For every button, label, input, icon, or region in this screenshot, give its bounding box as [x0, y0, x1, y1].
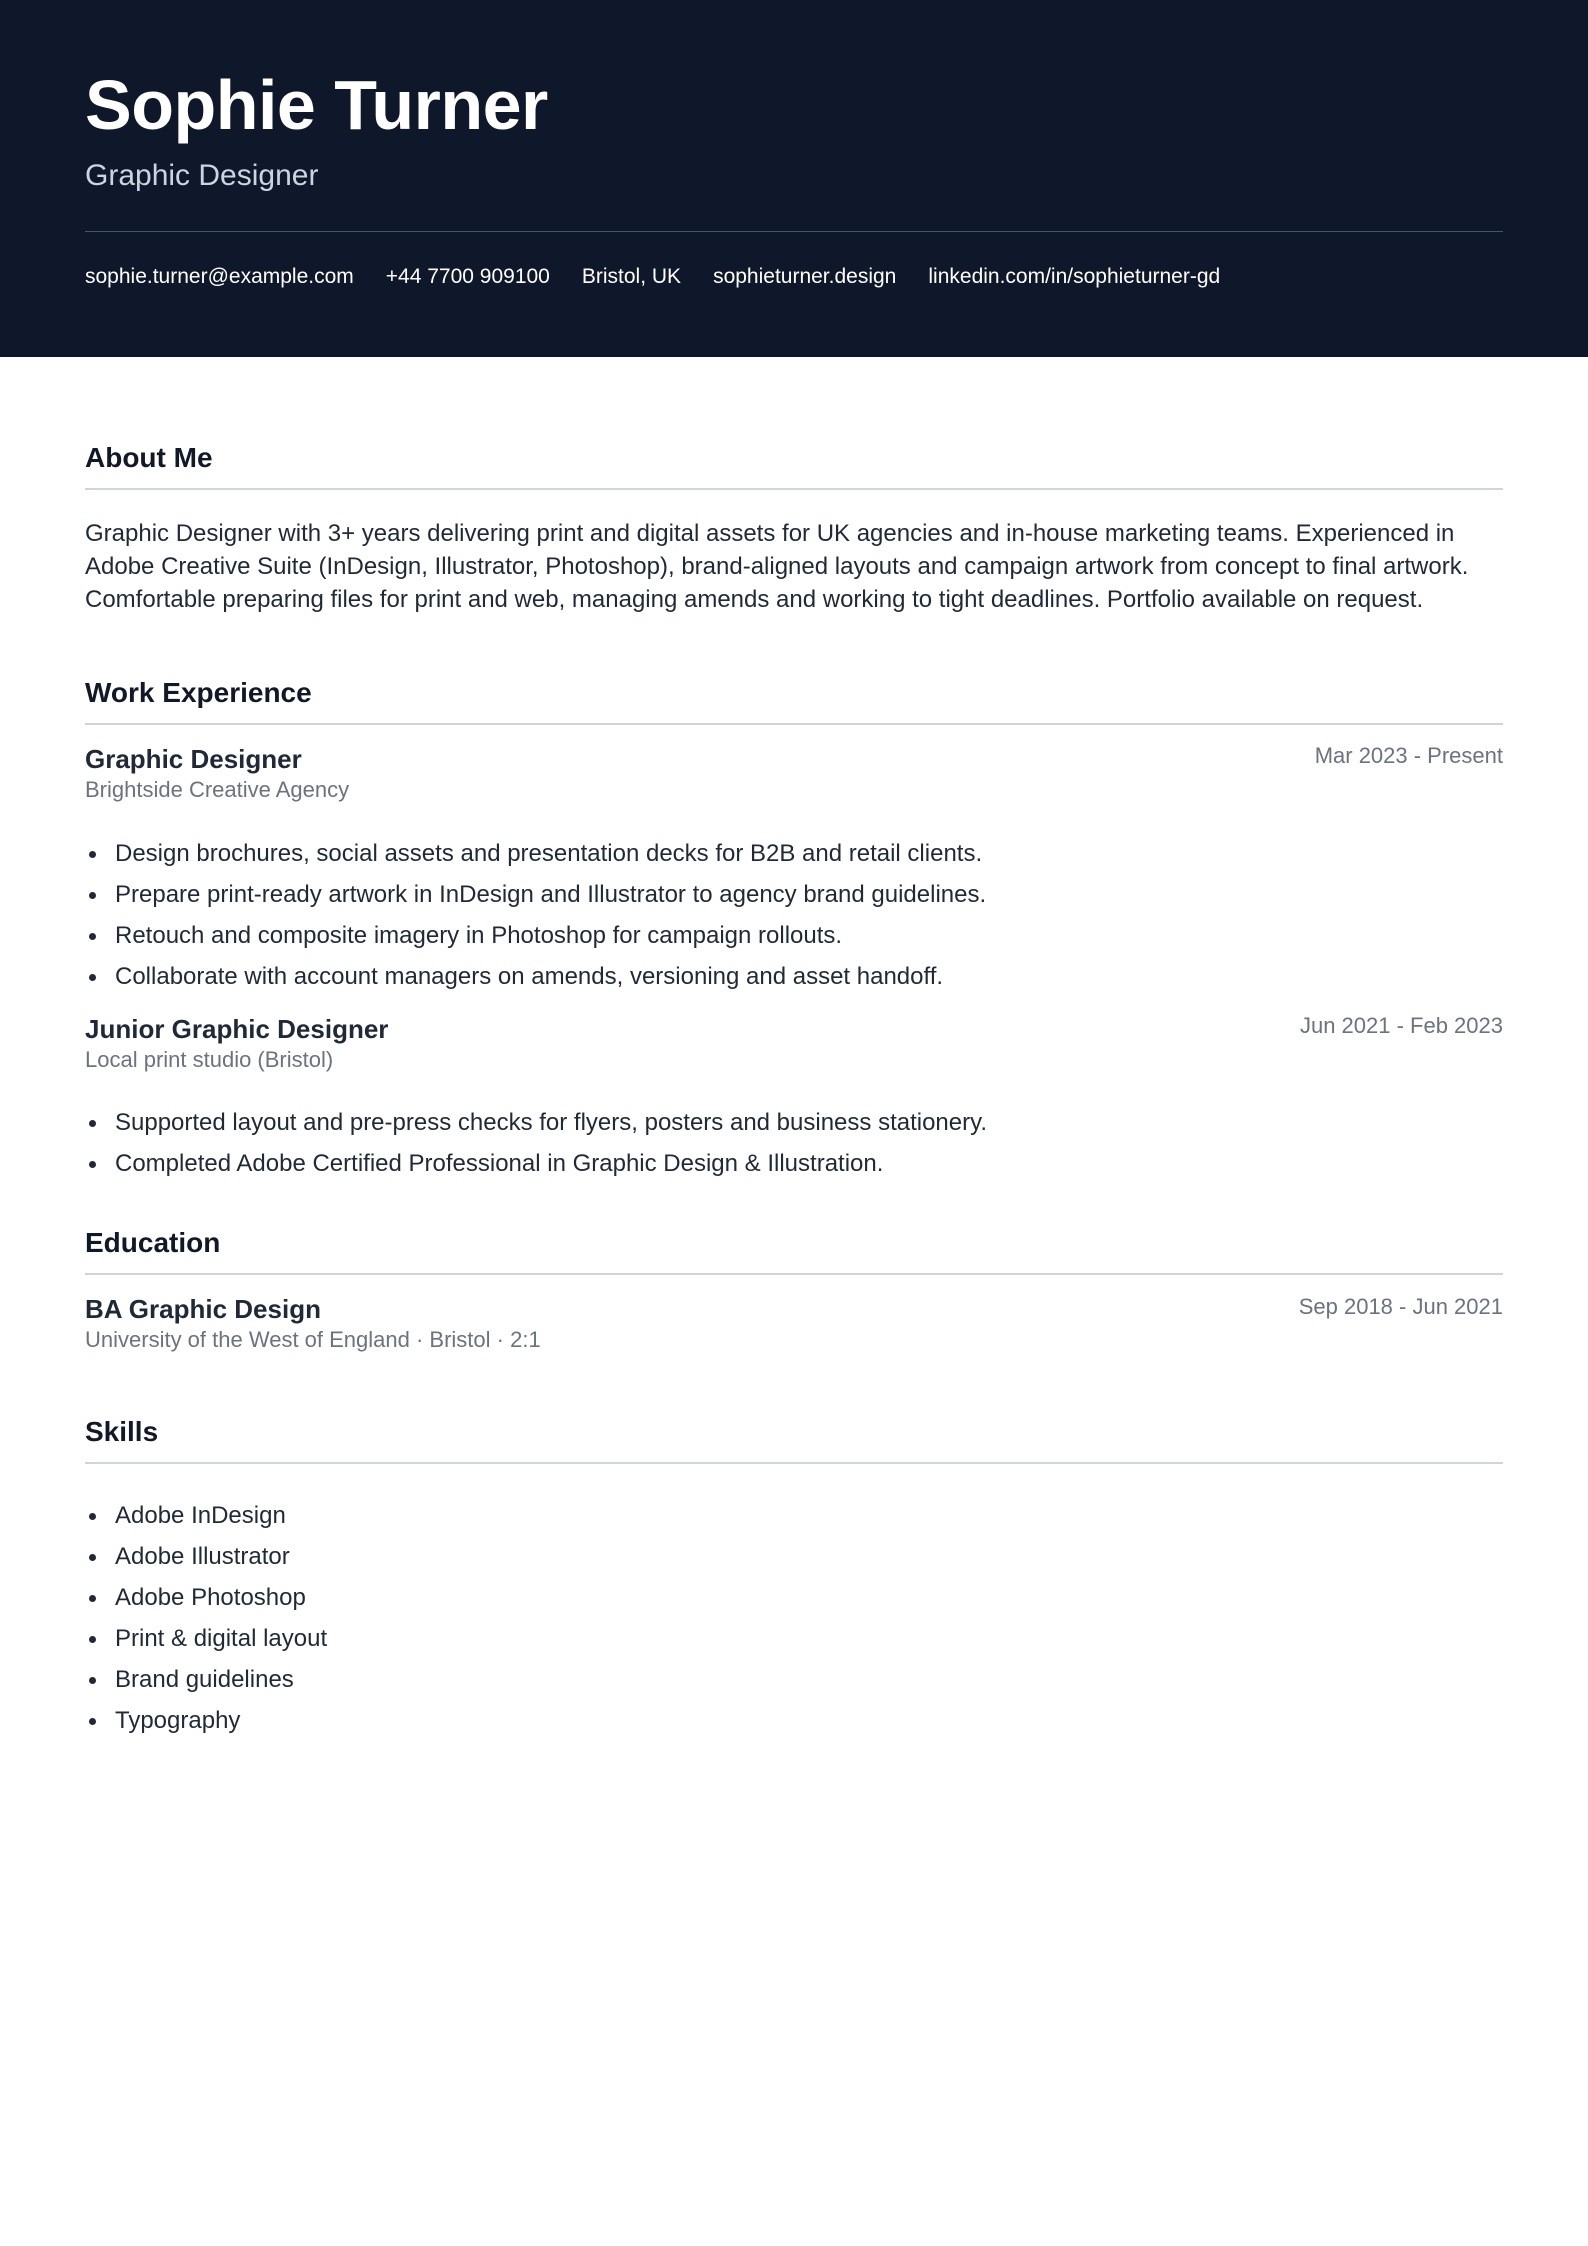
resume-header — [0, 0, 1588, 357]
list-item: Collaborate with account managers on amends, versioning and asset handoff. — [85, 956, 986, 997]
job-title: Graphic Designer — [85, 744, 302, 774]
list-item: Retouch and composite imagery in Photoshop for campaign rollouts. — [85, 915, 986, 956]
contact-linkedin[interactable]: linkedin.com/in/sophieturner-gd — [928, 265, 1221, 288]
section-title-experience: Work Experience — [85, 677, 312, 708]
list-item: Prepare print-ready artwork in InDesign and Illustrator to agency brand guidelines. — [85, 874, 986, 915]
contact-phone[interactable]: +44 7700 909100 — [385, 265, 550, 288]
skill-item: Adobe Photoshop — [85, 1577, 327, 1618]
degree-title: BA Graphic Design — [85, 1294, 321, 1324]
education-dates: Sep 2018 - Jun 2021 — [1298, 1294, 1503, 1319]
about-text: Graphic Designer with 3+ years delivering print and digital assets for UK agencies and in-house marketing teams. Experienced in Adobe Creative Suite (InDesign, Illustrator, Photoshop), brand-aligned layouts and campaign artwork from concept to final artwork. Comfortable preparing files for print and web, managing amends and working to tight deadlines. Portfolio available on request. — [85, 520, 1469, 613]
job-bullets — [85, 1102, 987, 1184]
job-dates: Jun 2021 - Feb 2023 — [1299, 1013, 1503, 1038]
list-item: Design brochures, social assets and presentation decks for B2B and retail clients. — [85, 833, 986, 874]
skill-item: Adobe Illustrator — [85, 1536, 327, 1577]
job-bullets — [85, 833, 986, 997]
contact-list — [85, 262, 1220, 292]
section-divider-experience — [85, 723, 1503, 725]
section-divider-education — [85, 1273, 1503, 1275]
skill-item: Typography — [85, 1700, 327, 1741]
skill-item: Adobe InDesign — [85, 1495, 327, 1536]
list-item: Supported layout and pre-press checks for flyers, posters and business stationery. — [85, 1102, 987, 1143]
candidate-name: Sophie Turner — [85, 66, 548, 144]
section-title-skills: Skills — [85, 1416, 159, 1447]
contact-website[interactable]: sophieturner.design — [713, 265, 897, 288]
job-organization: Local print studio (Bristol) — [85, 1047, 334, 1072]
section-divider-about — [85, 488, 1503, 490]
section-divider-skills — [85, 1462, 1503, 1464]
skill-item: Print & digital layout — [85, 1618, 327, 1659]
skill-item: Brand guidelines — [85, 1659, 327, 1700]
skills-list — [85, 1495, 327, 1741]
header-divider — [85, 231, 1503, 232]
job-dates: Mar 2023 - Present — [1314, 743, 1503, 768]
section-title-about: About Me — [85, 442, 213, 473]
contact-location: Bristol, UK — [581, 265, 682, 288]
job-organization: Brightside Creative Agency — [85, 777, 350, 802]
candidate-role: Graphic Designer — [85, 159, 319, 192]
section-title-education: Education — [85, 1227, 221, 1258]
contact-email[interactable]: sophie.turner@example.com — [85, 265, 354, 288]
job-title: Junior Graphic Designer — [85, 1014, 389, 1044]
list-item: Completed Adobe Certified Professional in Graphic Design & Illustration. — [85, 1143, 987, 1184]
education-details: University of the West of England · Bristol · 2:1 — [85, 1327, 541, 1352]
